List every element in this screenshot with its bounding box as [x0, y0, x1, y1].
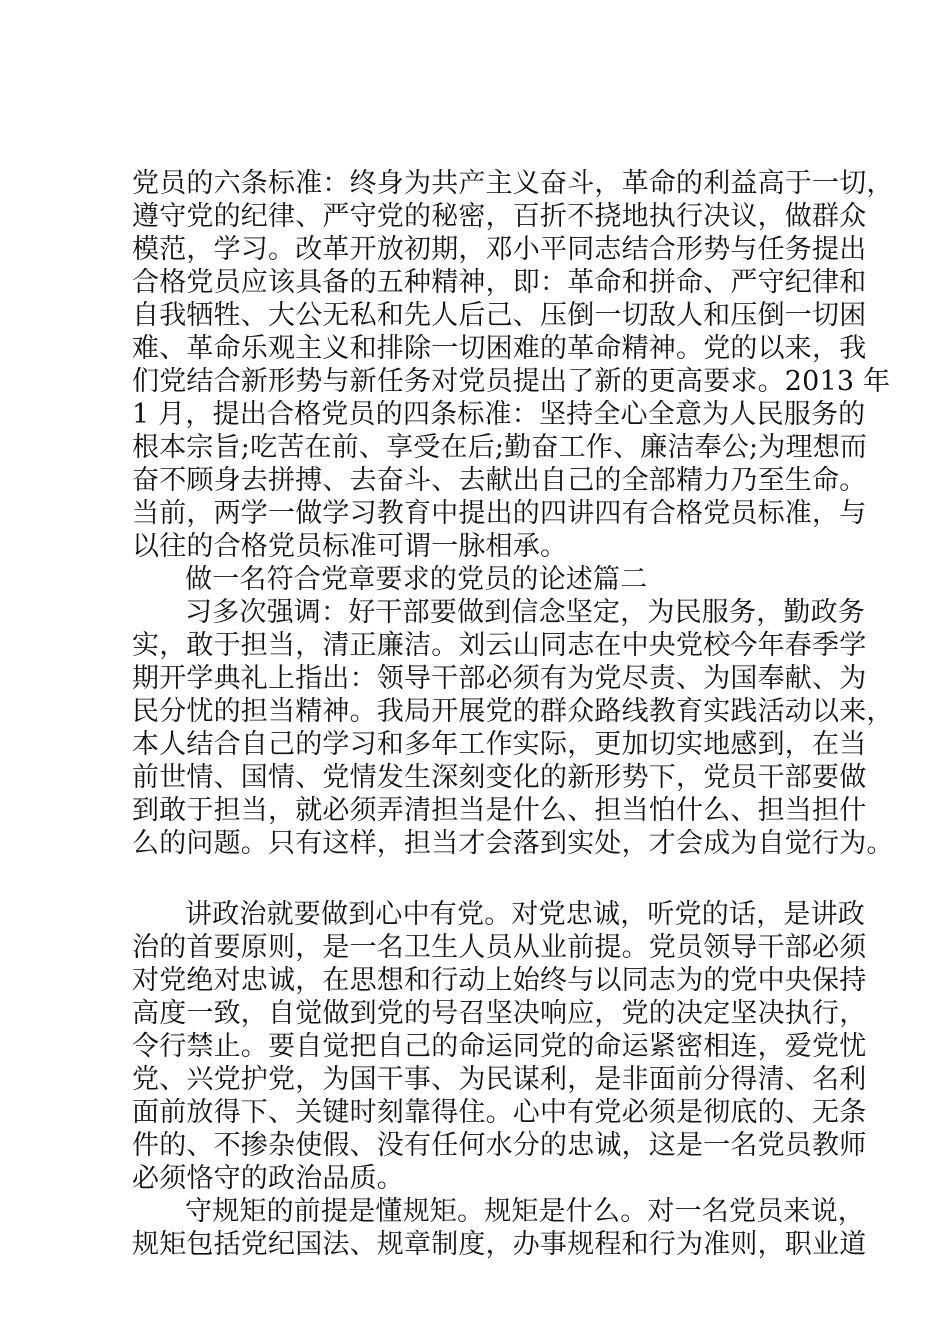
text-line: 根本宗旨;吃苦在前、享受在后;勤奋工作、廉洁奉公;为理想而: [132, 432, 868, 463]
text-line: 以往的合格党员标准可谓一脉相承。: [132, 531, 568, 562]
text-line: 到敢于担当，就必须弄清担当是什么、担当怕什么、担当担什: [132, 795, 867, 826]
text-line: 规矩包括党纪国法、规章制度，办事规程和行为准则，职业道: [132, 1229, 867, 1260]
text-line: 讲政治就要做到心中有党。对党忠诚，听党的话，是讲政: [185, 899, 865, 930]
text-line: 自我牺牲、大公无私和先人后己、压倒一切敌人和压倒一切困: [132, 300, 867, 331]
text-line: 前世情、国情、党情发生深刻变化的新形势下，党员干部要做: [132, 762, 867, 793]
text-line: 难、革命乐观主义和排除一切困难的革命精神。党的以来，我: [132, 333, 867, 364]
text-line: 件的、不掺杂使假、没有任何水分的忠诚，这是一名党员教师: [132, 1130, 867, 1161]
text-line: 遵守党的纪律、严守党的秘密，百折不挠地执行决议，做群众: [132, 201, 867, 232]
text-line: 们党结合新形势与新任务对党员提出了新的更高要求。2013 年: [132, 366, 891, 397]
text-line: 党员的六条标准：终身为共产主义奋斗，革命的利益高于一切，: [132, 168, 894, 199]
text-line: 合格党员应该具备的五种精神，即：革命和拼命、严守纪律和: [132, 267, 867, 298]
text-line: 面前放得下、关键时刻靠得住。心中有党必须是彻底的、无条: [132, 1097, 867, 1128]
text-line: 实，敢于担当，清正廉洁。刘云山同志在中央党校今年春季学: [132, 630, 867, 661]
text-line: 必须恪守的政治品质。: [132, 1163, 404, 1194]
text-line: 令行禁止。要自觉把自己的命运同党的命运紧密相连，爱党忧: [132, 1031, 867, 1062]
text-line: 本人结合自己的学习和多年工作实际，更加切实地感到，在当: [132, 729, 867, 760]
text-line: 当前，两学一做学习教育中提出的四讲四有合格党员标准，与: [132, 498, 867, 529]
text-line: 高度一致，自觉做到党的号召坚决响应，党的决定坚决执行，: [132, 998, 867, 1029]
text-line: 期开学典礼上指出：领导干部必须有为党尽责、为国奉献、为: [132, 663, 867, 694]
text-line: 奋不顾身去拼搏、去奋斗、去献出自己的全部精力乃至生命。: [132, 465, 867, 496]
section-heading: 做一名符合党章要求的党员的论述篇二: [185, 564, 648, 595]
text-line: 习多次强调：好干部要做到信念坚定，为民服务，勤政务: [185, 597, 865, 628]
text-line: 1 月，提出合格党员的四条标准：坚持全心全意为人民服务的: [132, 399, 866, 430]
text-line: 治的首要原则，是一名卫生人员从业前提。党员领导干部必须: [132, 932, 867, 963]
text-line: 党、兴党护党，为国干事、为民谋利，是非面前分得清、名利: [132, 1064, 867, 1095]
text-line: 守规矩的前提是懂规矩。规矩是什么。对一名党员来说，: [185, 1196, 865, 1227]
text-line: 么的问题。只有这样，担当才会落到实处，才会成为自觉行为。: [132, 828, 894, 859]
text-line: 模范，学习。改革开放初期，邓小平同志结合形势与任务提出: [132, 234, 867, 265]
text-line: 民分忧的担当精神。我局开展党的群众路线教育实践活动以来，: [132, 696, 894, 727]
text-line: 对党绝对忠诚，在思想和行动上始终与以同志为的党中央保持: [132, 965, 867, 996]
